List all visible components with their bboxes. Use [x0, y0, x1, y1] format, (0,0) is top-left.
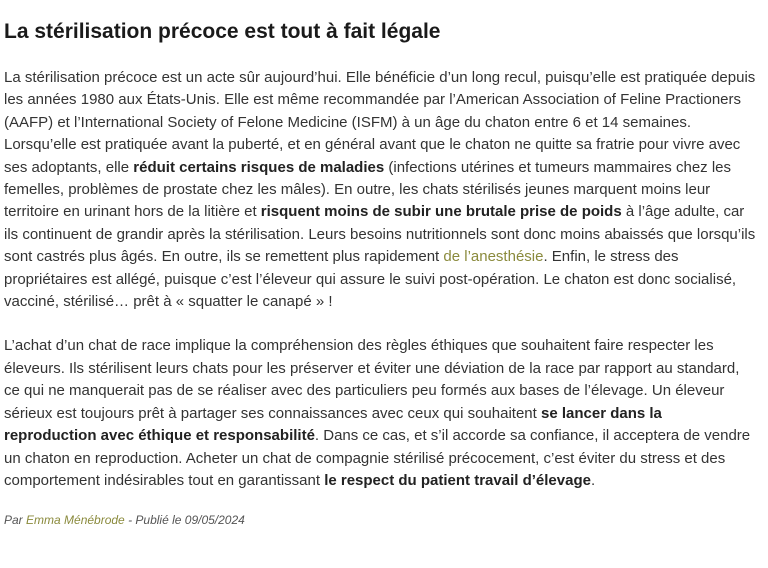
article-title: La stérilisation précoce est tout à fait légale [4, 20, 441, 43]
paragraph-2 [4, 335, 758, 492]
paragraph-2-text-1: L’achat d’un chat de race implique la compréhension des règles éthiques que souhaitent faire respecter les éleveurs. Ils stérilisent leurs chats pour les préserver et éviter une déviation de la race par rapport au standard, ce qui ne manquerait pas de se réaliser avec des particuliers peu formés aux bases de l’élevage. Un éleveur sérieux est toujours prêt à partager ses connaissances avec ceux qui souhaitent [4, 337, 740, 422]
paragraph-2-text-2: . Dans ce cas, et s’il accorde sa confiance, il acceptera de vendre un chaton en reproduction. Acheter un chat de compagnie stérilisé précocement, c’est éviter du stress et des comportement indésirables tout en garantissant [4, 427, 751, 489]
author-link[interactable]: Emma Ménébrode [26, 513, 125, 528]
paragraph-1-bold-2: risquent moins de subir une brutale prise de poids [260, 203, 622, 221]
byline [4, 512, 758, 528]
paragraph-2-bold-1: se lancer dans la reproduction avec éthique et responsabilité [4, 404, 662, 445]
paragraph-2-bold-2: le respect du patient travail d’élevage [324, 471, 591, 489]
paragraph-2-text-3: . [590, 471, 596, 489]
anesthesia-link[interactable]: de l’anesthésie [443, 248, 544, 266]
paragraph-1 [4, 67, 758, 313]
paragraph-1-text-2: (infections utérines et tumeurs mammaires chez les femelles, problèmes de prostate chez les mâles). En outre, les chats stérilisés jeunes marquent moins leur territoire en urinant hors de la litière et [4, 158, 731, 221]
paragraph-1-text-1: La stérilisation précoce est un acte sûr aujourd’hui. Elle bénéficie d’un long recul, puisqu’elle est pratiquée depuis les années 1980 aux États-Unis. Elle est même recommandée par l’American Association of Feline Practioners (AAFP) et l’International Society of Felone Medicine (ISFM) à un âge du chaton entre 6 et 14 semaines. Lorsqu’elle est pratiquée avant la puberté, et en général avant que le chaton ne quitte sa fratrie pour vivre avec ses adoptants, elle [4, 69, 756, 176]
paragraph-1-text-4: . Enfin, le stress des propriétaires est allégé, puisque c’est l’éleveur qui assure le suivi post-opération. Le chaton est donc socialisé, vacciné, stérilisé… prêt à « squatter le canapé » ! [4, 248, 737, 311]
paragraph-1-text-3: à l’âge adulte, car ils continuent de grandir après la stérilisation. Leurs besoins nutritionnels sont donc moins abaissés que lorsqu’ils sont castrés plus âgés. En outre, ils se remettent plus rapidement [4, 203, 756, 266]
byline-separator: - Publié le [124, 513, 185, 528]
publish-date: 09/05/2024 [184, 513, 245, 528]
byline-prefix: Par [4, 513, 27, 528]
paragraph-1-bold-1: réduit certains risques de maladies [133, 158, 385, 176]
